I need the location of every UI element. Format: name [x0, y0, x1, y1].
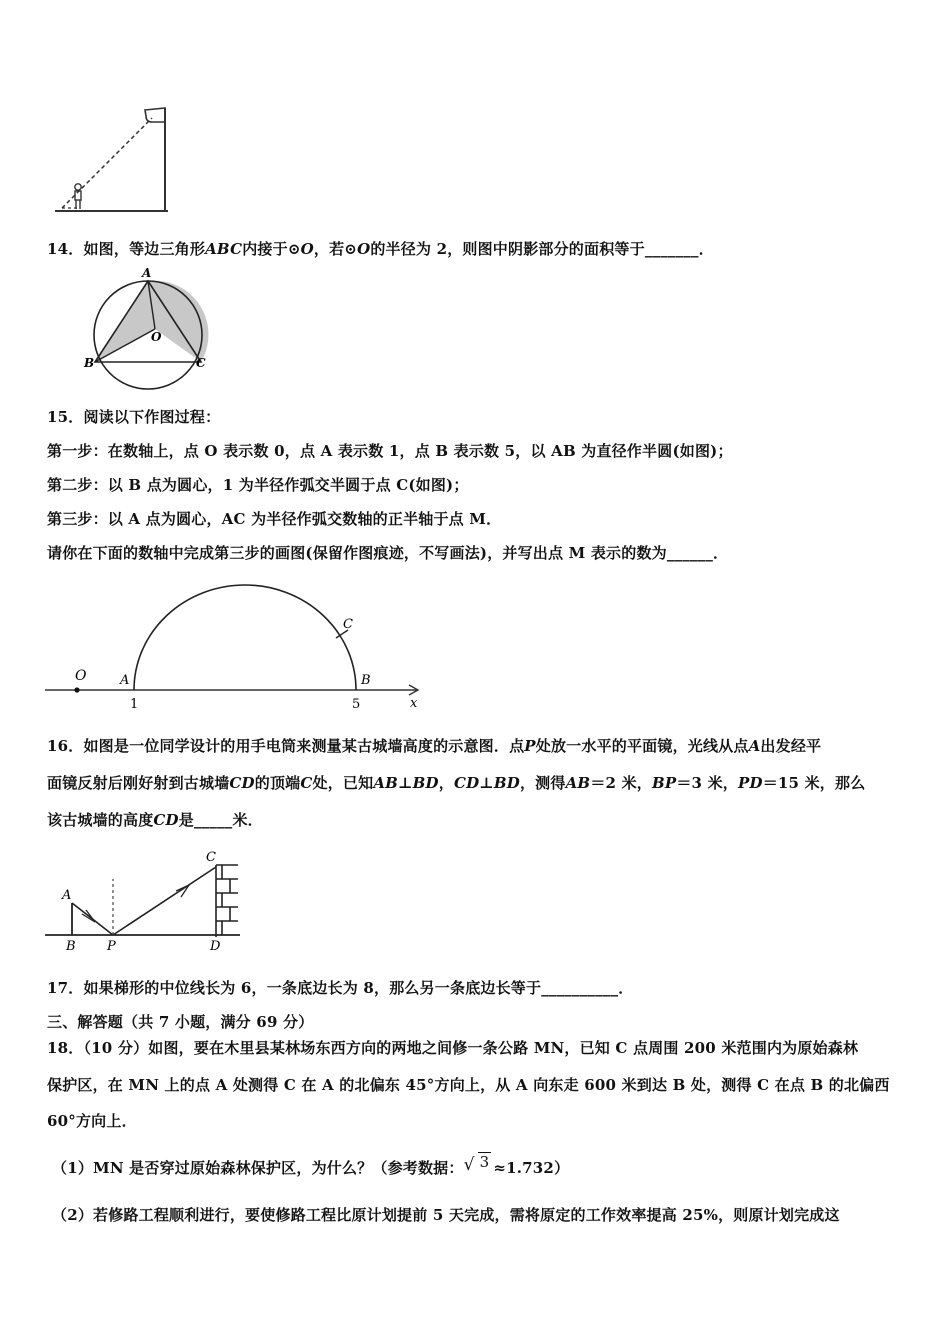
label-b: B — [361, 673, 371, 688]
q15-title: 15．阅读以下作图过程： — [47, 408, 221, 426]
tick-label-1: 1 — [130, 697, 139, 712]
q15-step3: 第三步：以 A 点为圆心，AC 为半径作弧交数轴的正半轴于点 M． — [47, 510, 502, 528]
label-b: B — [84, 356, 95, 370]
label-p: P — [107, 939, 116, 954]
q15-step2: 第二步：以 B 点为圆心，1 为半径作弧交半圆于点 C(如图)； — [47, 476, 469, 494]
q16-mirror-figure — [40, 843, 250, 958]
label-x: x — [410, 696, 418, 711]
wall-height-figure — [50, 100, 175, 215]
origin-dot — [74, 687, 79, 692]
label-a: A — [62, 888, 72, 903]
label-c: C — [206, 850, 216, 865]
q15-ask: 请你在下面的数轴中完成第三步的画图(保留作图痕迹，不写画法)，并写出点 M 表示的数为______． — [47, 544, 729, 562]
q18-line1: 18．（10 分）如图，要在木里县某林场东西方向的两地之间修一条公路 MN，已知 C 点周围 200 米范围内为原始森林 — [47, 1039, 859, 1057]
q18-line2: 保护区，在 MN 上的点 A 处测得 C 在 A 的北偏东 45°方向上，从 A 向东走 600 米到达 B 处，测得 C 在点 B 的北偏西 — [47, 1076, 890, 1094]
q16-line2: 面镜反射后刚好射到古城墙CD的顶端C处，已知AB⊥BD，CD⊥BD，测得AB＝2 米，BP＝3 米，PD＝15 米，那么 — [47, 774, 866, 792]
label-a: A — [120, 673, 130, 688]
shaded-triangle-left — [95, 281, 155, 362]
q14-text: 14．如图，等边三角形ABC内接于⊙O，若⊙O的半径为 2，则图中阴影部分的面积等于_______． — [47, 240, 714, 258]
label-d: D — [210, 939, 221, 954]
semicircle-ab — [134, 585, 356, 690]
label-c: C — [343, 617, 353, 632]
ray-arrow-2 — [176, 885, 189, 897]
q17-text: 17．如果梯形的中位线长为 6，一条底边长为 8，那么另一条底边长等于__________． — [47, 979, 634, 997]
label-b: B — [66, 939, 76, 954]
ray-pc — [113, 867, 216, 935]
q16-line1: 16．如图是一位同学设计的用手电筒来测量某古城墙高度的示意图．点P处放一水平的平面镜，光线从点A出发经平 — [47, 737, 822, 755]
q18-part1: （1）MN 是否穿过原始森林保护区，为什么？（参考数据： √ 3 ≈1.732） — [52, 1153, 570, 1177]
wall-top-lamp — [145, 108, 165, 122]
label-o: O — [75, 668, 87, 684]
label-c: C — [196, 356, 206, 370]
label-a: A — [142, 266, 152, 280]
sqrt-icon: √ 3 — [463, 1153, 490, 1175]
section-three-title: 三、解答题（共 7 小题，满分 69 分） — [47, 1013, 314, 1031]
label-o: O — [151, 330, 162, 344]
q14-circle-figure — [80, 265, 215, 395]
q15-step1: 第一步：在数轴上，点 O 表示数 0，点 A 表示数 1，点 B 表示数 5，以 AB 为直径作半圆(如图)； — [47, 442, 733, 460]
q18-line3: 60°方向上． — [47, 1112, 137, 1130]
q18-part2: （2）若修路工程顺利进行，要使修路工程比原计划提前 5 天完成，需将原定的工作效率提高 25%，则原计划完成这 — [52, 1206, 840, 1224]
q14-answer-blank[interactable]: _______ — [644, 240, 699, 258]
brick-wall-icon — [216, 865, 238, 937]
person-icon — [75, 184, 81, 209]
q16-line3: 该古城墙的高度CD是_____米． — [47, 811, 263, 829]
q15-number-line-figure — [40, 572, 435, 717]
tick-label-5: 5 — [352, 697, 361, 712]
